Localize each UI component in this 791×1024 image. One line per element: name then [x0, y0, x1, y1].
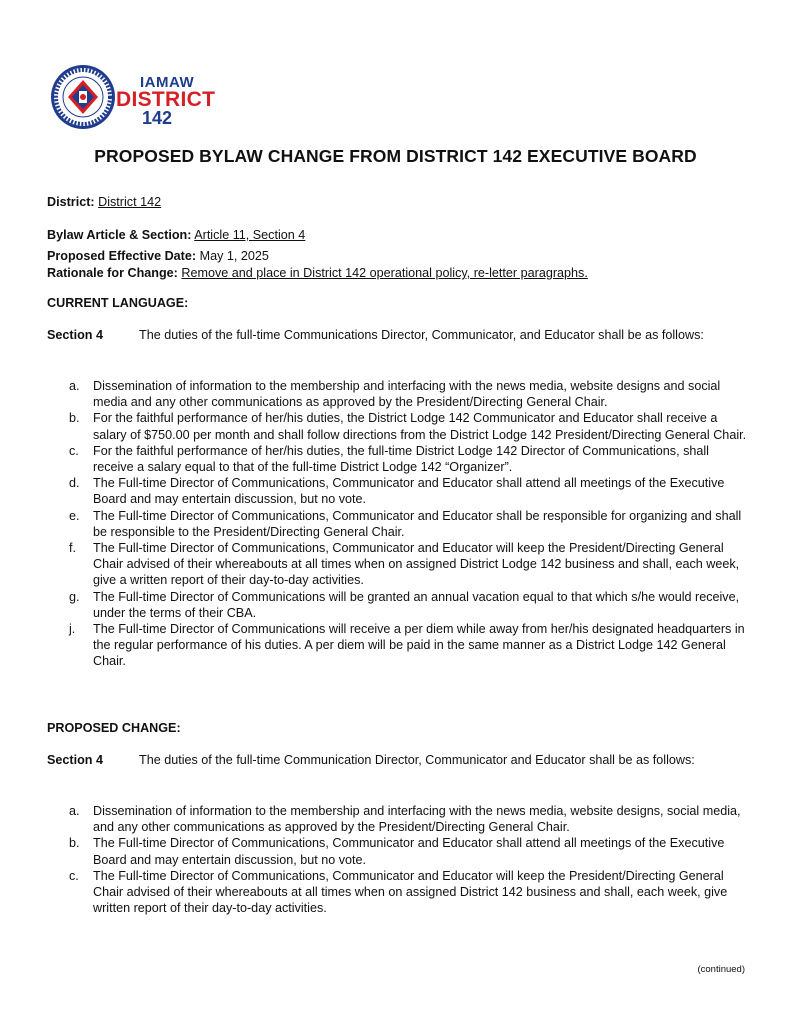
list-item-letter: j. — [69, 622, 76, 637]
list-item — [47, 443, 747, 475]
list-item-letter: c. — [69, 868, 79, 883]
article-label: Bylaw Article & Section: — [47, 228, 192, 242]
list-item-text: The Full-time Director of Communications, Communicator and Educator will keep the President/Directing General Chair advised of their whereabouts at all times when on assigned District 142 business and shall, each week, give written report of their day-to-day activities. — [93, 868, 728, 916]
district-logo — [50, 62, 220, 132]
list-item-letter: d. — [69, 476, 80, 491]
list-item-letter: f. — [69, 541, 76, 556]
list-item-text: The Full-time Director of Communications will receive a per diem while away from her/his designated headquarters in the regular performance of his duties. A per diem will be paid in the same manner as a District Lodge 142 General Chair. — [93, 622, 745, 669]
list-item-letter: a. — [69, 804, 80, 818]
date-field — [47, 249, 269, 263]
proposed-change-list — [47, 803, 747, 916]
logo-text-number: 142 — [142, 108, 173, 128]
article-value: Article 11, Section 4 — [194, 228, 306, 242]
rationale-field — [47, 266, 588, 280]
date-label: Proposed Effective Date: — [47, 249, 197, 263]
proposed-section-label: Section 4 — [47, 753, 103, 767]
proposed-change-heading: PROPOSED CHANGE: — [47, 721, 181, 735]
list-item-letter: b. — [69, 836, 80, 851]
list-item-letter: c. — [69, 443, 79, 458]
list-item — [47, 540, 747, 589]
list-item — [47, 508, 747, 540]
list-item — [47, 803, 747, 835]
proposed-intro-text: The duties of the full-time Communication Director, Communicator and Educator shall be as follows: — [139, 753, 695, 767]
district-label: District: — [47, 195, 95, 209]
list-item-letter: g. — [69, 589, 80, 604]
list-item-letter: e. — [69, 508, 80, 523]
list-item — [47, 475, 747, 507]
list-item-text: Dissemination of information to the membership and interfacing with the news media, website designs, social media, and any other communications as approved by the President/Directing General Chair. — [93, 804, 741, 835]
current-section-intro — [47, 327, 747, 344]
list-item-letter: a. — [69, 379, 80, 393]
rationale-value: Remove and place in District 142 operational policy, re-letter paragraphs. — [181, 266, 588, 280]
list-item-text: For the faithful performance of her/his duties, the full-time District Lodge 142 Director of Communications, shall receive a salary equal to that of the full-time District Lodge 142 “Organizer”. — [93, 443, 709, 475]
list-item — [47, 835, 747, 867]
list-item — [47, 621, 747, 670]
list-item — [47, 589, 747, 621]
rationale-label: Rationale for Change: — [47, 266, 178, 280]
current-language-heading: CURRENT LANGUAGE: — [47, 296, 189, 310]
list-item — [47, 868, 747, 917]
logo-text-district: DISTRICT — [116, 88, 216, 111]
list-item-letter: b. — [69, 411, 80, 426]
document-title: PROPOSED BYLAW CHANGE FROM DISTRICT 142 EXECUTIVE BOARD — [94, 146, 697, 166]
list-item-text: The Full-time Director of Communications will be granted an annual vacation equal to that which s/he would receive, under the terms of their CBA. — [93, 589, 740, 620]
list-item-text: The Full-time Director of Communications, Communicator and Educator shall attend all meetings of the Executive Board and may entertain discussion, but no vote. — [93, 836, 725, 867]
article-field — [47, 228, 305, 242]
district-field — [47, 195, 161, 209]
list-item — [47, 378, 747, 410]
continued-note: (continued) — [697, 964, 745, 975]
logo-text-iamaw: IAMAW — [140, 74, 195, 91]
list-item-text: The Full-time Director of Communications, Communicator and Educator will keep the President/Directing General Chair advised of their whereabouts at all times when on assigned District Lodge 142 business and shall, each week, give a written report of their day-to-day activities. — [93, 541, 740, 588]
list-item-text: The Full-time Director of Communications, Communicator and Educator shall be responsible for organizing and shall be responsible to the President/Directing General Chair. — [93, 508, 742, 539]
list-item-text: For the faithful performance of her/his duties, the District Lodge 142 Communicator and Educator shall receive a salary of $750.00 per month and shall follow directions from the District Lodge 142 President/Directing General Chair. — [93, 411, 747, 442]
list-item-text: The Full-time Director of Communications, Communicator and Educator shall attend all meetings of the Executive Board and may entertain discussion, but no vote. — [93, 476, 725, 507]
current-section-label: Section 4 — [47, 328, 103, 342]
current-intro-text: The duties of the full-time Communications Director, Communicator, and Educator shall be as follows: — [139, 328, 704, 342]
district-value: District 142 — [98, 195, 162, 209]
iam-seal-icon — [50, 64, 116, 130]
proposed-section-intro — [47, 752, 747, 769]
list-item-text: Dissemination of information to the membership and interfacing with the news media, website designs and social media and any other communications as approved by the President/Directing General Chair. — [93, 379, 721, 410]
current-language-list — [47, 378, 747, 670]
list-item — [47, 410, 747, 442]
date-value: May 1, 2025 — [199, 249, 269, 263]
